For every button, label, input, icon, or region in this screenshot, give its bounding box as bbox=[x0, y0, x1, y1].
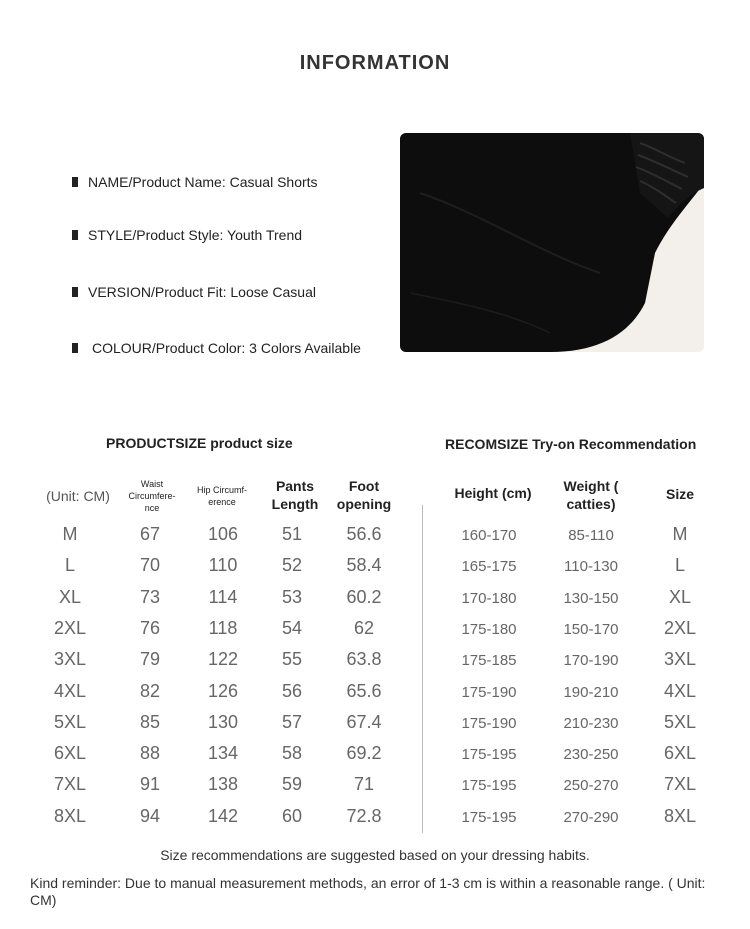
foot-opening-cell: 72.8 bbox=[346, 805, 382, 826]
hip-cell: 142 bbox=[207, 805, 239, 826]
height-cell: 175-195 bbox=[461, 777, 517, 795]
foot-opening-cell: 56.6 bbox=[346, 524, 382, 544]
waist-cell: 67 bbox=[139, 524, 161, 544]
height-cell: 175-190 bbox=[461, 683, 517, 701]
weight-cell: 250-270 bbox=[563, 777, 619, 795]
foot-opening-cell: 62 bbox=[353, 617, 375, 638]
product-size-heading: PRODUCTSIZE product size bbox=[106, 435, 293, 451]
size-cell: 4XL bbox=[53, 680, 87, 701]
pants-length-header: Pants Length bbox=[271, 478, 319, 512]
bullet-icon bbox=[72, 343, 78, 353]
unit-label: (Unit: CM) bbox=[46, 488, 110, 504]
info-text: NAME/Product Name: Casual Shorts bbox=[88, 174, 318, 190]
info-text: VERSION/Product Fit: Loose Casual bbox=[88, 284, 316, 300]
recommended-size-cell: 8XL bbox=[663, 805, 697, 826]
hip-cell: 138 bbox=[207, 774, 239, 795]
info-text: STYLE/Product Style: Youth Trend bbox=[88, 227, 303, 243]
size-cell: L bbox=[64, 555, 75, 576]
height-header: Height (cm) bbox=[454, 485, 532, 501]
table-divider bbox=[422, 505, 423, 833]
weight-cell: 210-230 bbox=[563, 714, 619, 732]
size-cell: 8XL bbox=[53, 805, 87, 826]
hip-cell: 106 bbox=[207, 524, 239, 544]
hip-cell: 122 bbox=[207, 649, 239, 670]
waist-cell: 73 bbox=[139, 586, 161, 607]
waist-cell: 79 bbox=[139, 649, 161, 670]
foot-opening-cell: 60.2 bbox=[346, 586, 382, 607]
hip-cell: 134 bbox=[207, 743, 239, 764]
pants-length-cell: 55 bbox=[281, 649, 303, 670]
bullet-icon bbox=[72, 177, 78, 187]
foot-opening-cell: 63.8 bbox=[346, 649, 382, 670]
waist-cell: 76 bbox=[139, 617, 161, 638]
foot-opening-cell: 71 bbox=[353, 774, 375, 795]
recommended-size-cell: L bbox=[674, 555, 685, 576]
waist-cell: 91 bbox=[139, 774, 161, 795]
waist-cell: 88 bbox=[139, 743, 161, 764]
pants-length-cell: 53 bbox=[281, 586, 303, 607]
recommended-size-cell: 5XL bbox=[663, 711, 697, 732]
recommended-size-cell: 2XL bbox=[663, 617, 697, 638]
waist-cell: 82 bbox=[139, 680, 161, 701]
size-cell: 6XL bbox=[53, 743, 87, 764]
recommended-size-cell: 6XL bbox=[663, 743, 697, 764]
size-cell: XL bbox=[58, 586, 82, 607]
foot-opening-cell: 58.4 bbox=[346, 555, 382, 576]
height-cell: 160-170 bbox=[461, 527, 517, 544]
weight-cell: 270-290 bbox=[563, 808, 619, 826]
weight-header: Weight ( catties) bbox=[563, 478, 619, 512]
height-cell: 175-195 bbox=[461, 746, 517, 764]
shorts-image bbox=[400, 133, 704, 352]
hip-cell: 118 bbox=[208, 617, 238, 638]
weight-cell: 190-210 bbox=[563, 683, 619, 701]
info-item-colour bbox=[72, 340, 361, 356]
pants-length-cell: 52 bbox=[281, 555, 303, 576]
pants-length-cell: 57 bbox=[281, 711, 303, 732]
weight-cell: 170-190 bbox=[563, 652, 619, 670]
foot-opening-header: Foot opening bbox=[336, 478, 392, 512]
size-cell: 2XL bbox=[53, 617, 87, 638]
weight-cell: 85-110 bbox=[568, 527, 614, 544]
weight-cell: 150-170 bbox=[563, 620, 619, 638]
height-cell: 175-195 bbox=[461, 808, 517, 826]
weight-cell: 230-250 bbox=[563, 746, 619, 764]
size-cell: 3XL bbox=[53, 649, 87, 670]
height-cell: 170-180 bbox=[461, 589, 517, 607]
pants-length-cell: 51 bbox=[281, 524, 303, 544]
height-cell: 165-175 bbox=[461, 558, 517, 576]
weight-cell: 130-150 bbox=[563, 589, 619, 607]
recommended-size-cell: 7XL bbox=[663, 774, 697, 795]
pants-length-cell: 54 bbox=[281, 617, 303, 638]
size-cell: M bbox=[62, 524, 78, 544]
waist-header: Waist Circumfere-nce bbox=[128, 479, 176, 513]
info-item-version bbox=[72, 284, 316, 300]
bullet-icon bbox=[72, 287, 78, 297]
info-item-name bbox=[72, 174, 318, 190]
info-item-style bbox=[72, 227, 302, 243]
recommended-size-cell: XL bbox=[668, 586, 692, 607]
foot-opening-cell: 65.6 bbox=[346, 680, 382, 701]
size-header: Size bbox=[665, 486, 694, 502]
waist-cell: 70 bbox=[139, 555, 161, 576]
pants-length-cell: 58 bbox=[281, 743, 303, 764]
recommended-size-cell: M bbox=[672, 524, 688, 544]
recommended-size-cell: 4XL bbox=[663, 680, 697, 701]
height-cell: 175-180 bbox=[461, 620, 517, 638]
foot-opening-cell: 69.2 bbox=[346, 743, 382, 764]
pants-length-cell: 59 bbox=[281, 774, 303, 795]
foot-opening-cell: 67.4 bbox=[346, 711, 382, 732]
waist-cell: 94 bbox=[139, 805, 161, 826]
height-cell: 175-185 bbox=[461, 652, 517, 670]
waist-cell: 85 bbox=[139, 711, 161, 732]
height-cell: 175-190 bbox=[461, 714, 517, 732]
weight-cell: 110-130 bbox=[564, 558, 618, 576]
size-note: Size recommendations are suggested based on your dressing habits. bbox=[160, 847, 590, 863]
hip-cell: 114 bbox=[208, 586, 238, 607]
pants-length-cell: 56 bbox=[281, 680, 303, 701]
info-text: COLOUR/Product Color: 3 Colors Available bbox=[92, 340, 361, 356]
hip-cell: 126 bbox=[207, 680, 239, 701]
bullet-icon bbox=[72, 230, 78, 240]
size-cell: 5XL bbox=[53, 711, 87, 732]
hip-cell: 130 bbox=[207, 711, 239, 732]
page-title: INFORMATION bbox=[299, 52, 451, 74]
hip-header: Hip Circumf-erence bbox=[196, 485, 247, 507]
pants-length-cell: 60 bbox=[281, 805, 303, 826]
size-cell: 7XL bbox=[53, 774, 87, 795]
recommended-size-cell: 3XL bbox=[663, 649, 697, 670]
hip-cell: 110 bbox=[208, 555, 238, 576]
product-photo bbox=[400, 133, 704, 352]
recom-size-heading: RECOMSIZE Try-on Recommendation bbox=[445, 436, 697, 452]
measurement-reminder: Kind reminder: Due to manual measurement methods, an error of 1-3 cm is within a reasonable range. ( Unit: CM) bbox=[30, 875, 706, 908]
